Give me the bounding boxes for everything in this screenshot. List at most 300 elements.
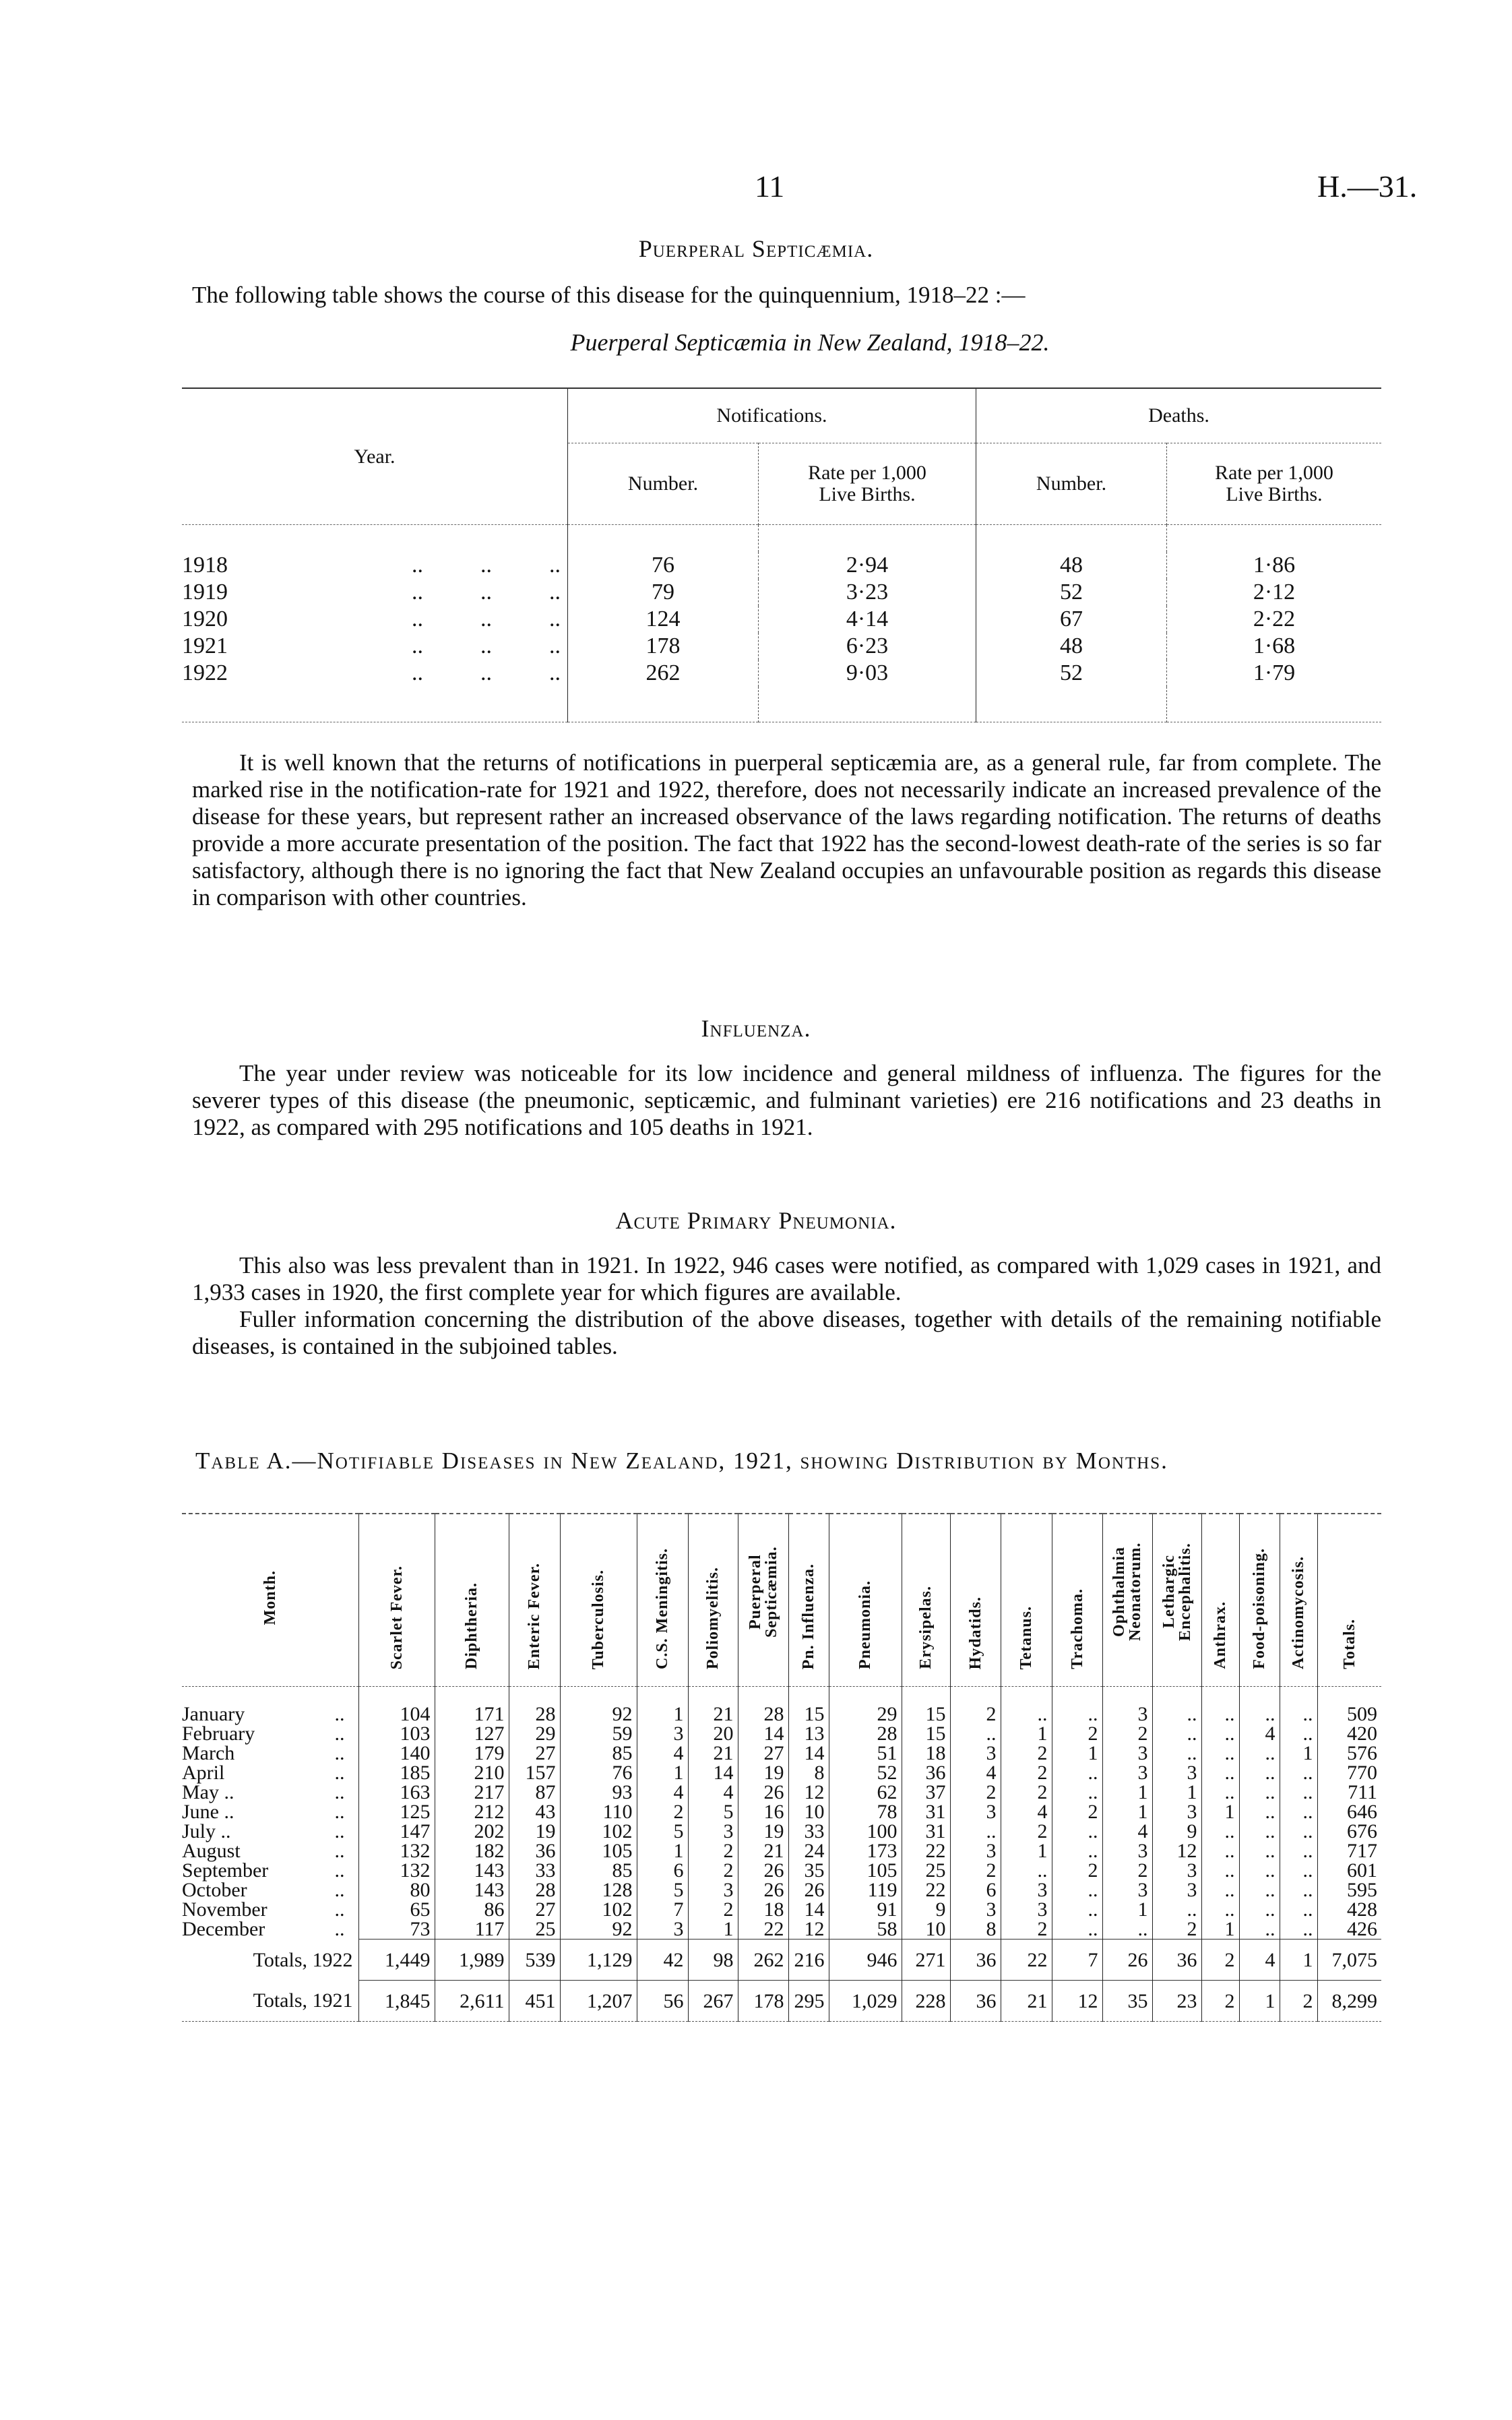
value-cell: 2 bbox=[1102, 1724, 1152, 1743]
value-cell: 3 bbox=[950, 1841, 1001, 1861]
value-cell: 36 bbox=[509, 1841, 560, 1861]
value-cell: 21 bbox=[688, 1743, 738, 1763]
year-header: Year. bbox=[354, 445, 396, 468]
value-cell: 19 bbox=[738, 1822, 788, 1841]
value-cell: 601 bbox=[1317, 1861, 1381, 1880]
value-cell: 102 bbox=[560, 1822, 637, 1841]
value-cell: 28 bbox=[829, 1724, 902, 1743]
puerperal-intro: The following table shows the course of this disease for the quinquennium, 1918–22 :— bbox=[192, 282, 1026, 308]
value-cell: 78 bbox=[829, 1802, 902, 1822]
total-cell: 26 bbox=[1102, 1940, 1152, 1981]
value-cell: 185 bbox=[358, 1763, 435, 1782]
value-cell: .. bbox=[1052, 1822, 1102, 1841]
value-cell: 26 bbox=[738, 1880, 788, 1900]
total-cell: 36 bbox=[950, 1940, 1001, 1981]
value-cell: 29 bbox=[829, 1704, 902, 1724]
value-cell: 33 bbox=[788, 1822, 829, 1841]
value-cell: 770 bbox=[1317, 1763, 1381, 1782]
value-cell: 2 bbox=[1102, 1861, 1152, 1880]
value-cell: .. bbox=[1239, 1900, 1280, 1919]
value-cell: 25 bbox=[902, 1861, 950, 1880]
value-cell: 2 bbox=[1001, 1743, 1052, 1763]
value-cell: 65 bbox=[358, 1900, 435, 1919]
month-cell: September .. bbox=[182, 1859, 345, 1882]
total-cell: 1,129 bbox=[560, 1940, 637, 1981]
value-cell: 9 bbox=[1152, 1822, 1201, 1841]
value-cell: .. bbox=[1280, 1880, 1317, 1900]
value-cell: 179 bbox=[435, 1743, 509, 1763]
value-cell: 509 bbox=[1317, 1704, 1381, 1724]
value-cell: 171 bbox=[435, 1704, 509, 1724]
total-cell: 271 bbox=[902, 1940, 950, 1981]
value-cell: .. bbox=[1280, 1724, 1317, 1743]
column-header: Pn. Influenza. bbox=[788, 1514, 829, 1687]
month-cell: November .. bbox=[182, 1898, 345, 1921]
table-a bbox=[182, 1513, 1381, 2022]
value-cell: .. bbox=[1001, 1704, 1052, 1724]
value-cell: 143 bbox=[435, 1861, 509, 1880]
value-cell: 3 bbox=[1102, 1841, 1152, 1861]
value-cell: 22 bbox=[738, 1919, 788, 1940]
value-cell: .. bbox=[1201, 1861, 1239, 1880]
total-cell: 1,845 bbox=[358, 1981, 435, 2022]
value-cell: 3 bbox=[688, 1822, 738, 1841]
value-cell: 102 bbox=[560, 1900, 637, 1919]
value-cell: 27 bbox=[509, 1743, 560, 1763]
column-header: Poliomyelitis. bbox=[688, 1514, 738, 1687]
total-cell: 946 bbox=[829, 1940, 902, 1981]
column-header: Enteric Fever. bbox=[509, 1514, 560, 1687]
value-cell: .. bbox=[1239, 1743, 1280, 1763]
value-cell: .. bbox=[950, 1724, 1001, 1743]
puerperal-paragraph: It is well known that the returns of notifications in puerperal septicæmia are, as a general rule, far from complete. The marked rise in the notification-rate for 1921 and 1922, therefore, does not necessarily indicate an increased prevalence of the disease for these years, but represent rather an increased observance of the laws regarding notification. The returns of deaths provide a more accurate presentation of the position. The fact that 1922 has the second-lowest death-rate of the series is so far satisfactory, although there is no ignoring the fact that New Zealand occupies an unfavourable position as regards this disease in comparison with other countries. bbox=[192, 749, 1381, 910]
value-cell: 25 bbox=[509, 1919, 560, 1940]
total-cell: 1 bbox=[1280, 1940, 1317, 1981]
value-cell: 163 bbox=[358, 1782, 435, 1802]
value-cell: 2 bbox=[950, 1782, 1001, 1802]
notif-rate-cell: 3·23 bbox=[759, 579, 976, 606]
value-cell: 104 bbox=[358, 1704, 435, 1724]
month-cell: December .. bbox=[182, 1918, 345, 1941]
year-row bbox=[182, 579, 1381, 606]
influenza-heading: Influenza. bbox=[701, 1015, 811, 1042]
page-number: 11 bbox=[755, 169, 785, 204]
value-cell: .. bbox=[1152, 1724, 1201, 1743]
value-cell: .. bbox=[1201, 1900, 1239, 1919]
value-cell: .. bbox=[1239, 1763, 1280, 1782]
value-cell: 711 bbox=[1317, 1782, 1381, 1802]
total-cell: 36 bbox=[950, 1981, 1001, 2022]
totals-row bbox=[182, 1940, 1381, 1981]
value-cell: 92 bbox=[560, 1919, 637, 1940]
value-cell: 217 bbox=[435, 1782, 509, 1802]
month-row bbox=[182, 1841, 1381, 1861]
value-cell: 14 bbox=[738, 1724, 788, 1743]
value-cell: .. bbox=[1152, 1704, 1201, 1724]
year-cell: 1918 .. .. .. bbox=[182, 553, 561, 578]
value-cell: .. bbox=[1052, 1919, 1102, 1940]
value-cell: 2 bbox=[950, 1704, 1001, 1724]
year-row bbox=[182, 606, 1381, 633]
value-cell: 73 bbox=[358, 1919, 435, 1940]
value-cell: 6 bbox=[637, 1861, 688, 1880]
value-cell: 132 bbox=[358, 1861, 435, 1880]
value-cell: .. bbox=[1052, 1704, 1102, 1724]
value-cell: 43 bbox=[509, 1802, 560, 1822]
total-cell: 7,075 bbox=[1317, 1940, 1381, 1981]
deaths-rate-header: Rate per 1,000 Live Births. bbox=[1167, 443, 1382, 525]
value-cell: 2 bbox=[1052, 1861, 1102, 1880]
total-cell: 228 bbox=[902, 1981, 950, 2022]
puerperal-heading: Puerperal Septicæmia. bbox=[638, 235, 874, 262]
value-cell: 1 bbox=[637, 1763, 688, 1782]
year-cell: 1919 .. .. .. bbox=[182, 580, 561, 604]
total-cell: 539 bbox=[509, 1940, 560, 1981]
value-cell: 4 bbox=[637, 1743, 688, 1763]
column-header: Anthrax. bbox=[1201, 1514, 1239, 1687]
value-cell: 646 bbox=[1317, 1802, 1381, 1822]
value-cell: 21 bbox=[738, 1841, 788, 1861]
value-cell: .. bbox=[1052, 1782, 1102, 1802]
value-cell: .. bbox=[1201, 1724, 1239, 1743]
value-cell: 2 bbox=[1001, 1822, 1052, 1841]
value-cell: 676 bbox=[1317, 1822, 1381, 1841]
value-cell: 3 bbox=[637, 1919, 688, 1940]
year-row bbox=[182, 633, 1381, 660]
value-cell: 100 bbox=[829, 1822, 902, 1841]
notif-number-cell: 76 bbox=[568, 552, 759, 579]
value-cell: 15 bbox=[788, 1704, 829, 1724]
value-cell: 14 bbox=[788, 1743, 829, 1763]
value-cell: 420 bbox=[1317, 1724, 1381, 1743]
value-cell: 3 bbox=[637, 1724, 688, 1743]
value-cell: 62 bbox=[829, 1782, 902, 1802]
value-cell: 1 bbox=[1201, 1919, 1239, 1940]
value-cell: 4 bbox=[1102, 1822, 1152, 1841]
deaths-number-cell: 52 bbox=[976, 660, 1167, 687]
value-cell: 3 bbox=[1152, 1861, 1201, 1880]
value-cell: 2 bbox=[688, 1900, 738, 1919]
puerperal-table bbox=[182, 387, 1381, 722]
value-cell: .. bbox=[1280, 1919, 1317, 1940]
value-cell: 182 bbox=[435, 1841, 509, 1861]
value-cell: 143 bbox=[435, 1880, 509, 1900]
notif-rate-cell: 2·94 bbox=[759, 552, 976, 579]
value-cell: .. bbox=[1239, 1704, 1280, 1724]
value-cell: 4 bbox=[1239, 1724, 1280, 1743]
value-cell: 24 bbox=[788, 1841, 829, 1861]
value-cell: 3 bbox=[950, 1802, 1001, 1822]
value-cell: 85 bbox=[560, 1743, 637, 1763]
column-header: Ophthalmia Neonatorum. bbox=[1102, 1514, 1152, 1687]
document-reference: H.—31. bbox=[1317, 169, 1418, 204]
deaths-group-header: Deaths. bbox=[976, 388, 1382, 443]
value-cell: 132 bbox=[358, 1841, 435, 1861]
month-row bbox=[182, 1880, 1381, 1900]
total-cell: 98 bbox=[688, 1940, 738, 1981]
column-header: Food-poisoning. bbox=[1239, 1514, 1280, 1687]
value-cell: 26 bbox=[788, 1880, 829, 1900]
value-cell: .. bbox=[1152, 1743, 1201, 1763]
value-cell: 8 bbox=[788, 1763, 829, 1782]
value-cell: 85 bbox=[560, 1861, 637, 1880]
value-cell: 26 bbox=[738, 1861, 788, 1880]
month-cell: July .. .. bbox=[182, 1820, 345, 1842]
value-cell: 128 bbox=[560, 1880, 637, 1900]
column-header: Hydatids. bbox=[950, 1514, 1001, 1687]
value-cell: 1 bbox=[1102, 1802, 1152, 1822]
value-cell: .. bbox=[950, 1822, 1001, 1841]
value-cell: 4 bbox=[688, 1782, 738, 1802]
value-cell: 28 bbox=[509, 1880, 560, 1900]
value-cell: 35 bbox=[788, 1861, 829, 1880]
column-header: Diphtheria. bbox=[435, 1514, 509, 1687]
total-cell: 1,449 bbox=[358, 1940, 435, 1981]
value-cell: .. bbox=[1280, 1841, 1317, 1861]
value-cell: 5 bbox=[637, 1822, 688, 1841]
value-cell: .. bbox=[1239, 1841, 1280, 1861]
value-cell: 26 bbox=[738, 1782, 788, 1802]
notif-rate-header: Rate per 1,000 Live Births. bbox=[759, 443, 976, 525]
deaths-number-cell: 48 bbox=[976, 633, 1167, 660]
value-cell: 87 bbox=[509, 1782, 560, 1802]
value-cell: .. bbox=[1280, 1861, 1317, 1880]
total-cell: 216 bbox=[788, 1940, 829, 1981]
column-header: Tuberculosis. bbox=[560, 1514, 637, 1687]
total-cell: 2 bbox=[1201, 1940, 1239, 1981]
value-cell: 31 bbox=[902, 1822, 950, 1841]
value-cell: 5 bbox=[688, 1802, 738, 1822]
value-cell: 3 bbox=[1152, 1880, 1201, 1900]
total-cell: 295 bbox=[788, 1981, 829, 2022]
value-cell: .. bbox=[1052, 1841, 1102, 1861]
total-cell: 22 bbox=[1001, 1940, 1052, 1981]
value-cell: 4 bbox=[950, 1763, 1001, 1782]
total-cell: 7 bbox=[1052, 1940, 1102, 1981]
value-cell: 140 bbox=[358, 1743, 435, 1763]
value-cell: 33 bbox=[509, 1861, 560, 1880]
year-cell: 1922 .. .. .. bbox=[182, 660, 561, 685]
totals-label: Totals, 1921 bbox=[182, 1981, 358, 2022]
year-row bbox=[182, 552, 1381, 579]
year-row bbox=[182, 660, 1381, 687]
column-header: Lethargic Encephalitis. bbox=[1152, 1514, 1201, 1687]
value-cell: 15 bbox=[902, 1704, 950, 1724]
month-row bbox=[182, 1822, 1381, 1841]
value-cell: 3 bbox=[688, 1880, 738, 1900]
total-cell: 21 bbox=[1001, 1981, 1052, 2022]
column-header: Scarlet Fever. bbox=[358, 1514, 435, 1687]
value-cell: 29 bbox=[509, 1724, 560, 1743]
value-cell: 8 bbox=[950, 1919, 1001, 1940]
value-cell: 5 bbox=[637, 1880, 688, 1900]
total-cell: 451 bbox=[509, 1981, 560, 2022]
value-cell: 1 bbox=[637, 1704, 688, 1724]
notif-number-header: Number. bbox=[568, 443, 759, 525]
value-cell: 2 bbox=[1001, 1919, 1052, 1940]
year-cell: 1920 .. .. .. bbox=[182, 607, 561, 631]
value-cell: 3 bbox=[1102, 1704, 1152, 1724]
value-cell: 1 bbox=[1280, 1743, 1317, 1763]
total-cell: 267 bbox=[688, 1981, 738, 2022]
total-cell: 35 bbox=[1102, 1981, 1152, 2022]
value-cell: 1 bbox=[1052, 1743, 1102, 1763]
value-cell: 12 bbox=[788, 1782, 829, 1802]
value-cell: 21 bbox=[688, 1704, 738, 1724]
value-cell: 2 bbox=[950, 1861, 1001, 1880]
total-cell: 4 bbox=[1239, 1940, 1280, 1981]
month-row bbox=[182, 1802, 1381, 1822]
total-cell: 2,611 bbox=[435, 1981, 509, 2022]
value-cell: 2 bbox=[1001, 1763, 1052, 1782]
value-cell: 22 bbox=[902, 1880, 950, 1900]
value-cell: .. bbox=[1052, 1763, 1102, 1782]
column-header: Erysipelas. bbox=[902, 1514, 950, 1687]
value-cell: 1 bbox=[1102, 1900, 1152, 1919]
value-cell: 14 bbox=[788, 1900, 829, 1919]
deaths-rate-cell: 1·68 bbox=[1167, 633, 1382, 660]
value-cell: 117 bbox=[435, 1919, 509, 1940]
value-cell: 2 bbox=[688, 1861, 738, 1880]
value-cell: 3 bbox=[1001, 1880, 1052, 1900]
deaths-number-cell: 52 bbox=[976, 579, 1167, 606]
notif-number-cell: 178 bbox=[568, 633, 759, 660]
value-cell: 14 bbox=[688, 1763, 738, 1782]
deaths-number-cell: 48 bbox=[976, 552, 1167, 579]
value-cell: 202 bbox=[435, 1822, 509, 1841]
value-cell: 18 bbox=[902, 1743, 950, 1763]
column-header: Pneumonia. bbox=[829, 1514, 902, 1687]
value-cell: 22 bbox=[902, 1841, 950, 1861]
value-cell: 3 bbox=[1152, 1802, 1201, 1822]
column-header: C.S. Meningitis. bbox=[637, 1514, 688, 1687]
value-cell: 1 bbox=[1152, 1782, 1201, 1802]
notif-rate-cell: 9·03 bbox=[759, 660, 976, 687]
value-cell: 595 bbox=[1317, 1880, 1381, 1900]
value-cell: 428 bbox=[1317, 1900, 1381, 1919]
value-cell: 4 bbox=[637, 1782, 688, 1802]
value-cell: 51 bbox=[829, 1743, 902, 1763]
value-cell: 7 bbox=[637, 1900, 688, 1919]
value-cell: .. bbox=[1102, 1919, 1152, 1940]
notif-number-cell: 79 bbox=[568, 579, 759, 606]
value-cell: 20 bbox=[688, 1724, 738, 1743]
value-cell: .. bbox=[1280, 1900, 1317, 1919]
value-cell: 103 bbox=[358, 1724, 435, 1743]
puerperal-table-caption: Puerperal Septicæmia in New Zealand, 1918–22. bbox=[570, 329, 1050, 356]
month-header: Month. bbox=[182, 1514, 358, 1687]
value-cell: .. bbox=[1239, 1782, 1280, 1802]
total-cell: 262 bbox=[738, 1940, 788, 1981]
deaths-rate-cell: 2·12 bbox=[1167, 579, 1382, 606]
value-cell: 18 bbox=[738, 1900, 788, 1919]
deaths-rate-cell: 1·79 bbox=[1167, 660, 1382, 687]
value-cell: 105 bbox=[560, 1841, 637, 1861]
value-cell: 1 bbox=[1102, 1782, 1152, 1802]
influenza-paragraph: The year under review was noticeable for its low incidence and general mildness of influenza. The figures for the severer types of this disease (the pneumonic, septicæmic, and fulminant varieties) ere 216 notifications and 23 deaths in 1922, as compared with 295 notifications and 105 deaths in 1921. bbox=[192, 1060, 1381, 1140]
value-cell: 12 bbox=[1152, 1841, 1201, 1861]
total-cell: 1 bbox=[1239, 1981, 1280, 2022]
value-cell: 15 bbox=[902, 1724, 950, 1743]
value-cell: .. bbox=[1201, 1763, 1239, 1782]
value-cell: .. bbox=[1239, 1861, 1280, 1880]
value-cell: .. bbox=[1280, 1763, 1317, 1782]
notif-number-cell: 124 bbox=[568, 606, 759, 633]
value-cell: 4 bbox=[1001, 1802, 1052, 1822]
value-cell: 1 bbox=[1001, 1841, 1052, 1861]
value-cell: .. bbox=[1052, 1900, 1102, 1919]
value-cell: 59 bbox=[560, 1724, 637, 1743]
value-cell: 1 bbox=[1201, 1802, 1239, 1822]
value-cell: 210 bbox=[435, 1763, 509, 1782]
month-row bbox=[182, 1782, 1381, 1802]
value-cell: .. bbox=[1280, 1782, 1317, 1802]
value-cell: 16 bbox=[738, 1802, 788, 1822]
value-cell: 3 bbox=[1152, 1763, 1201, 1782]
value-cell: 717 bbox=[1317, 1841, 1381, 1861]
value-cell: .. bbox=[1201, 1841, 1239, 1861]
total-cell: 23 bbox=[1152, 1981, 1201, 2022]
value-cell: 576 bbox=[1317, 1743, 1381, 1763]
table-a-title: Table A.—Notifiable Diseases in New Zealand, 1921, showing Distribution by Months. bbox=[195, 1448, 1168, 1474]
value-cell: 6 bbox=[950, 1880, 1001, 1900]
column-header: Actinomycosis. bbox=[1280, 1514, 1317, 1687]
value-cell: 2 bbox=[637, 1802, 688, 1822]
month-row bbox=[182, 1704, 1381, 1724]
value-cell: .. bbox=[1280, 1704, 1317, 1724]
month-row bbox=[182, 1763, 1381, 1782]
year-cell: 1921 .. .. .. bbox=[182, 633, 561, 658]
value-cell: 92 bbox=[560, 1704, 637, 1724]
value-cell: 10 bbox=[788, 1802, 829, 1822]
value-cell: 27 bbox=[738, 1743, 788, 1763]
value-cell: 80 bbox=[358, 1880, 435, 1900]
total-cell: 1,207 bbox=[560, 1981, 637, 2022]
value-cell: 27 bbox=[509, 1900, 560, 1919]
value-cell: .. bbox=[1280, 1822, 1317, 1841]
value-cell: 105 bbox=[829, 1861, 902, 1880]
value-cell: 173 bbox=[829, 1841, 902, 1861]
deaths-number-header: Number. bbox=[976, 443, 1167, 525]
notif-rate-cell: 6·23 bbox=[759, 633, 976, 660]
month-cell: June .. .. bbox=[182, 1801, 345, 1823]
value-cell: 93 bbox=[560, 1782, 637, 1802]
value-cell: .. bbox=[1201, 1880, 1239, 1900]
value-cell: 147 bbox=[358, 1822, 435, 1841]
column-header: Puerperal Septicæmia. bbox=[738, 1514, 788, 1687]
month-cell: August .. bbox=[182, 1840, 345, 1862]
value-cell: 3 bbox=[1102, 1743, 1152, 1763]
value-cell: .. bbox=[1201, 1743, 1239, 1763]
value-cell: 127 bbox=[435, 1724, 509, 1743]
value-cell: 28 bbox=[738, 1704, 788, 1724]
value-cell: .. bbox=[1152, 1900, 1201, 1919]
value-cell: 52 bbox=[829, 1763, 902, 1782]
total-cell: 56 bbox=[637, 1981, 688, 2022]
value-cell: 13 bbox=[788, 1724, 829, 1743]
total-cell: 1,029 bbox=[829, 1981, 902, 2022]
value-cell: 36 bbox=[902, 1763, 950, 1782]
month-cell: January .. bbox=[182, 1703, 345, 1725]
value-cell: 3 bbox=[950, 1900, 1001, 1919]
value-cell: .. bbox=[1201, 1704, 1239, 1724]
notif-rate-cell: 4·14 bbox=[759, 606, 976, 633]
pneumonia-paragraph-2: Fuller information concerning the distribution of the above diseases, together with details of the remaining notifiable diseases, is contained in the subjoined tables. bbox=[192, 1306, 1381, 1359]
value-cell: .. bbox=[1280, 1802, 1317, 1822]
total-cell: 36 bbox=[1152, 1940, 1201, 1981]
value-cell: 2 bbox=[1152, 1919, 1201, 1940]
value-cell: 157 bbox=[509, 1763, 560, 1782]
